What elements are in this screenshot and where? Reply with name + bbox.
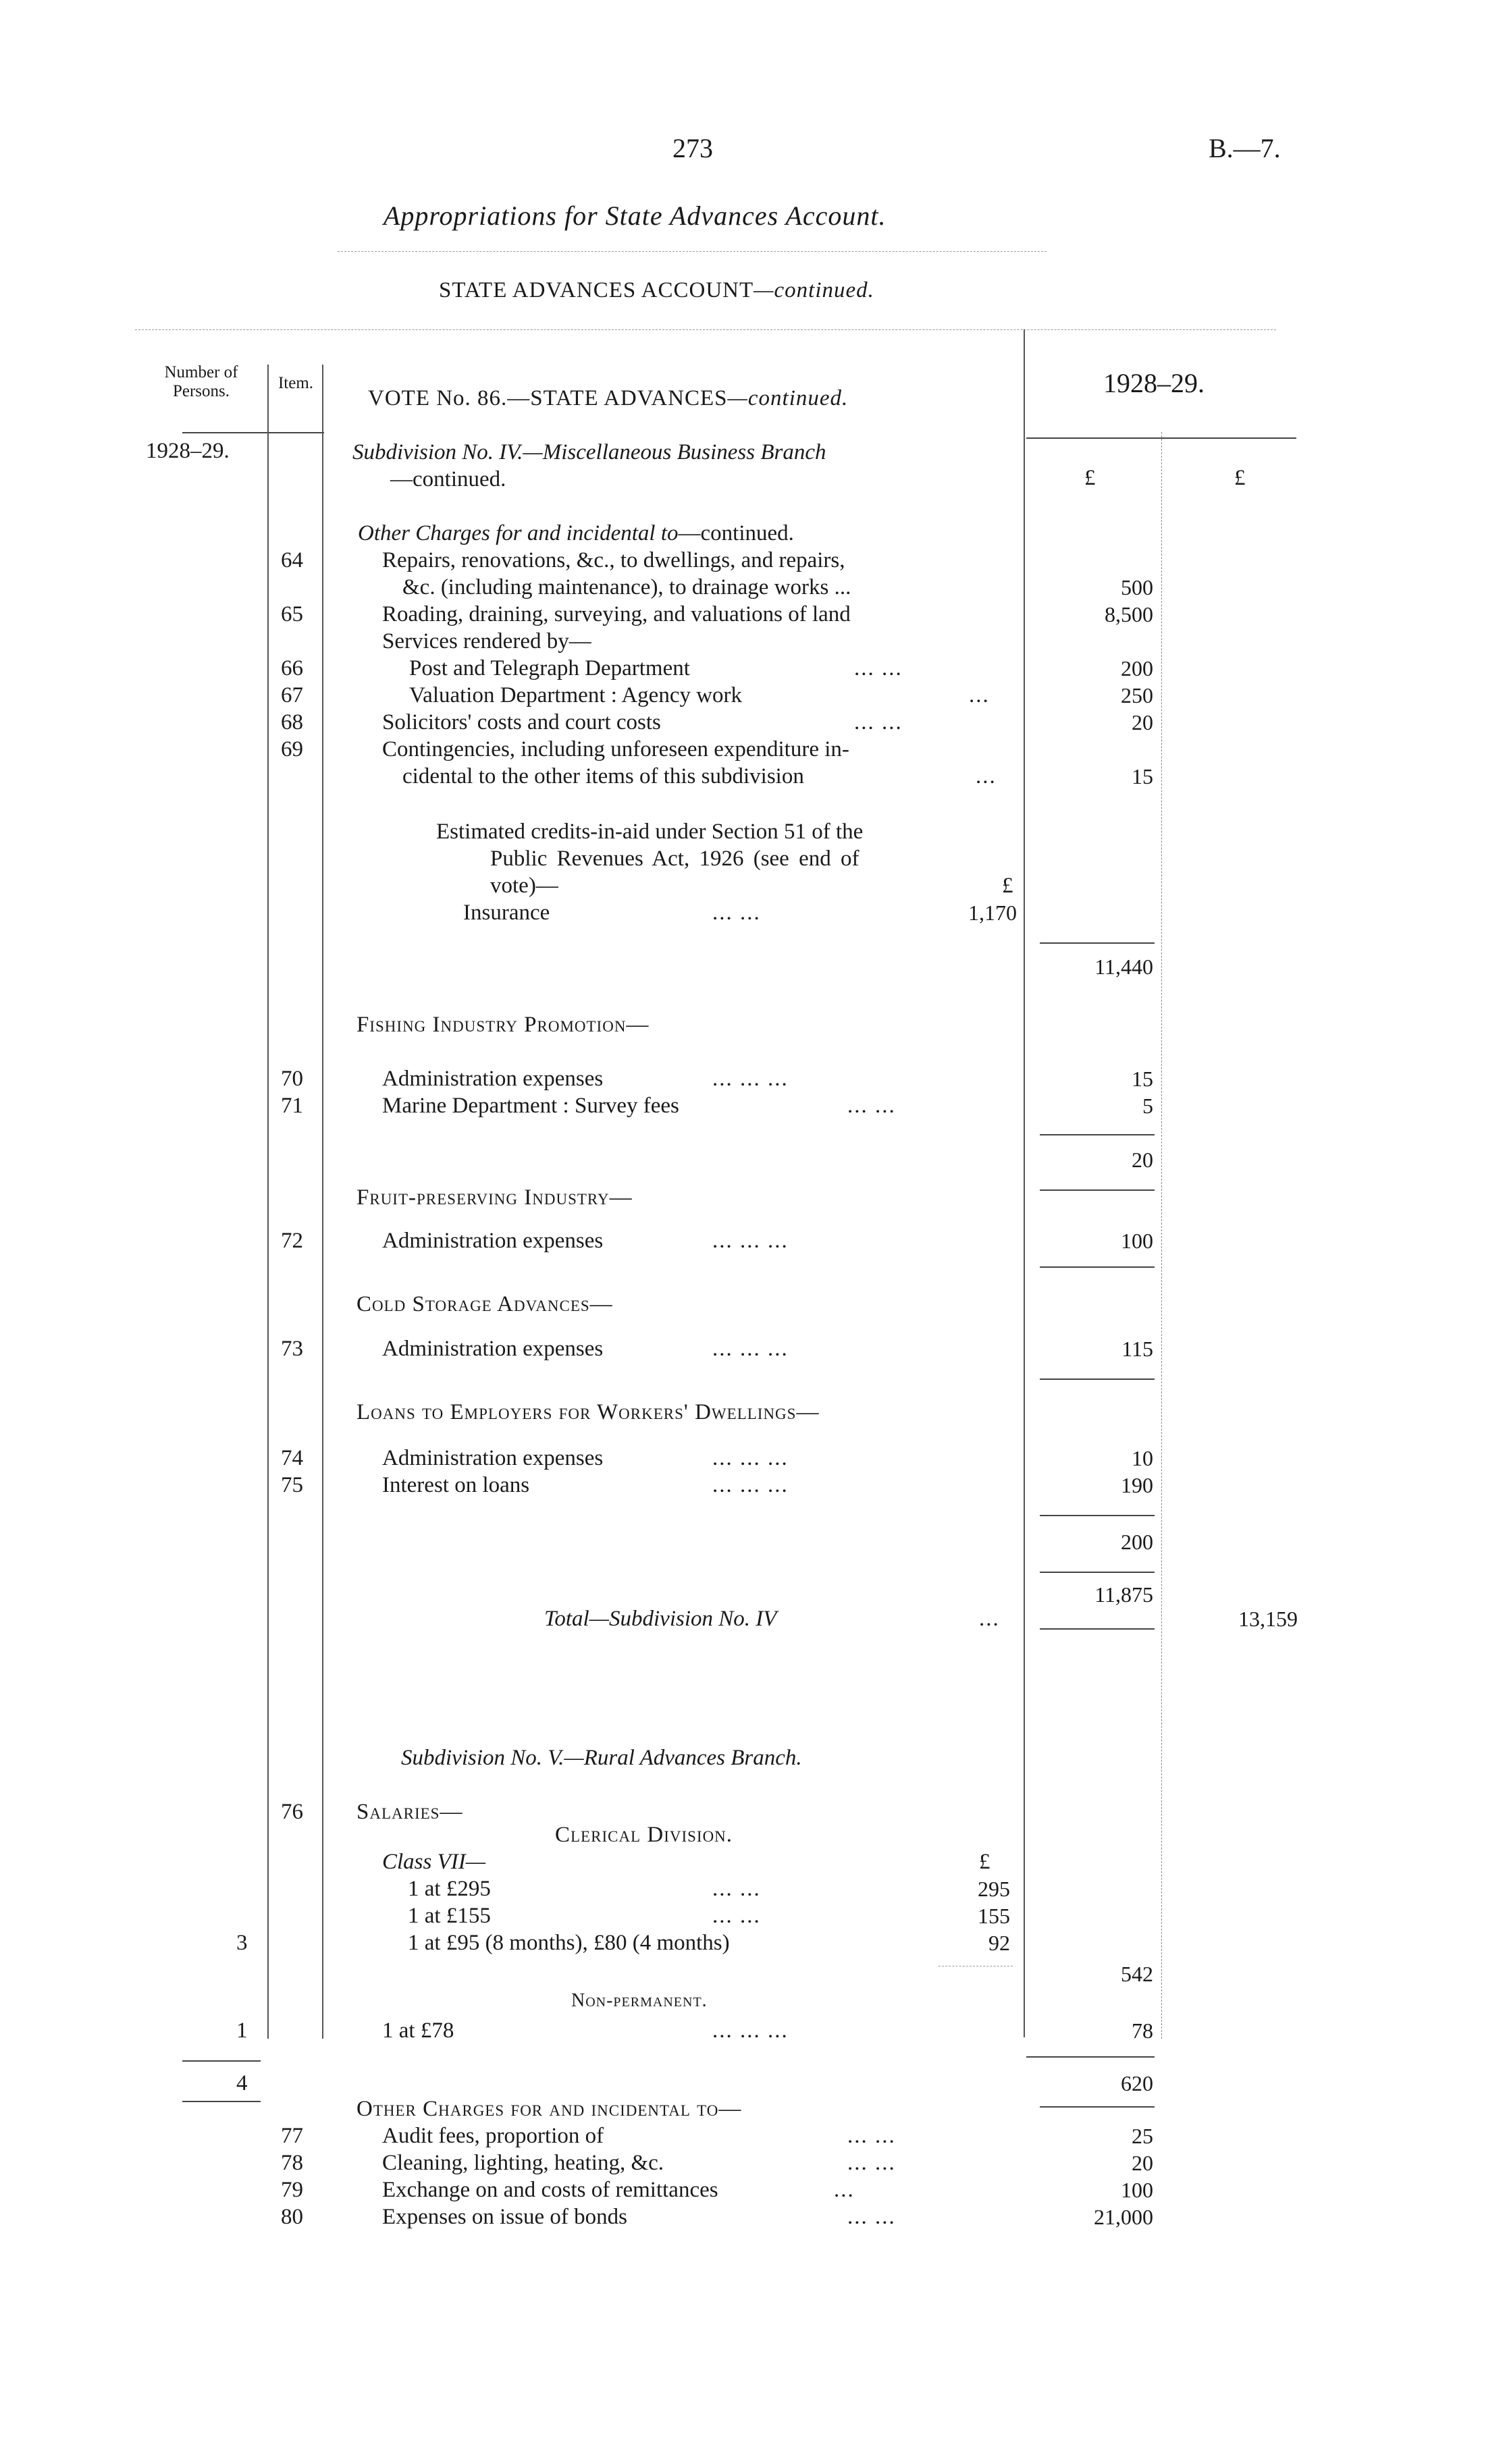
persons-count: 3 <box>236 1931 248 1955</box>
leader-dots: ... ... <box>847 2205 896 2229</box>
row-amount: 21,000 <box>1094 2205 1153 2229</box>
leader-dots: ... ... ... <box>712 1473 789 1497</box>
section-title-text: STATE ADVANCES ACCOUNT <box>439 278 754 302</box>
leader-dots: ... ... ... <box>712 1229 789 1253</box>
salary-row-amount: 78 <box>1132 2018 1153 2043</box>
row-amount: 100 <box>1121 2178 1153 2202</box>
item-number: 75 <box>281 1473 303 1497</box>
item-number: 70 <box>281 1067 303 1091</box>
item-number: 65 <box>281 602 303 626</box>
fruit-heading: Fruit-preserving Industry— <box>356 1185 633 1210</box>
fishing-heading: Fishing Industry Promotion— <box>356 1013 650 1037</box>
credits-text: vote)— <box>490 874 558 898</box>
subtotal-amount: 200 <box>1121 1530 1153 1554</box>
salaries-total: 620 <box>1121 2071 1153 2095</box>
leader-dots: ... ... ... <box>712 1067 789 1091</box>
item-number: 73 <box>281 1337 303 1361</box>
other-charges-heading <box>358 521 794 546</box>
leader-dots: ... ... <box>847 1094 896 1118</box>
item-number: 71 <box>281 1094 303 1118</box>
col-header-persons: Number of Persons. <box>164 363 238 400</box>
subtotal-amount: 20 <box>1132 1148 1153 1172</box>
row-text: Administration expenses <box>382 1229 604 1253</box>
grand-total: 13,159 <box>1238 1607 1298 1631</box>
col-rule-amount-right <box>1161 432 1162 2039</box>
row-text: Valuation Department : Agency work <box>409 683 743 707</box>
leader-dots: ... ... <box>712 1904 761 1928</box>
vote-heading-text: VOTE No. 86.—STATE ADVANCES <box>368 386 728 410</box>
item-number: 66 <box>281 656 303 680</box>
title-rule <box>338 251 1047 252</box>
row-text: Audit fees, proportion of <box>382 2124 604 2148</box>
leader-dots: ... ... <box>847 2151 896 2175</box>
row-text: Administration expenses <box>382 1446 604 1470</box>
credits-pound: £ <box>1002 874 1013 898</box>
row-amount: 10 <box>1132 1446 1153 1470</box>
row-text: Solicitors' costs and court costs <box>382 710 661 734</box>
item-number: 78 <box>281 2151 303 2175</box>
leader-dots: ... <box>969 683 990 707</box>
row-text: Services rendered by— <box>382 629 591 653</box>
salary-row-text: 1 at £78 <box>382 2018 454 2043</box>
item-number: 74 <box>281 1446 303 1470</box>
vote-heading-suffix: —continued. <box>727 386 849 410</box>
subtotal-rule <box>1040 1266 1155 1268</box>
persons-count: 1 <box>236 2018 248 2043</box>
total-rule <box>1040 1628 1155 1630</box>
col-header-item: Item. <box>277 374 314 392</box>
salaries-rule <box>1040 2106 1155 2108</box>
subtotal-rule <box>1040 1515 1155 1516</box>
row-amount: 15 <box>1132 764 1153 788</box>
salary-row-text: 1 at £295 <box>408 1877 491 1901</box>
subtotal-amount: 11,440 <box>1094 955 1153 979</box>
col-rule-item-right <box>322 365 323 2039</box>
sub4-total-label: Total—Subdivision No. IV <box>544 1607 777 1631</box>
row-text: Administration expenses <box>382 1067 604 1091</box>
clerical-heading: Clerical Division. <box>555 1823 733 1847</box>
persons-year: 1928–29. <box>146 439 230 463</box>
row-text: Contingencies, including unforeseen expenditure in- <box>382 737 849 761</box>
row-amount: 20 <box>1132 2151 1153 2175</box>
row-amount: 5 <box>1142 1094 1153 1118</box>
leader-dots: ... ... ... <box>712 1337 789 1361</box>
row-text: Repairs, renovations, &c., to dwellings, and repairs, <box>382 548 845 572</box>
subtotal-rule <box>1040 1572 1155 1573</box>
persons-rule <box>182 2060 261 2062</box>
page-title: Appropriations for State Advances Account. <box>384 200 887 231</box>
leader-dots: ... ... ... <box>712 1446 789 1470</box>
leader-dots: ... ... <box>847 2124 896 2148</box>
leader-dots: ... ... <box>712 1877 761 1901</box>
row-text: Post and Telegraph Department <box>409 656 690 680</box>
salary-row-text: 1 at £95 (8 months), £80 (4 months) <box>408 1931 730 1955</box>
row-amount: 8,500 <box>1105 602 1153 626</box>
subtotal-rule <box>1040 1189 1155 1191</box>
row-text: Interest on loans <box>382 1473 530 1497</box>
leader-dots: ... ... ... <box>712 2018 789 2043</box>
row-text: &c. (including maintenance), to drainage works ... <box>402 575 851 599</box>
row-text: Administration expenses <box>382 1337 604 1361</box>
other-charges-text: Other Charges for and incidental to <box>358 521 679 545</box>
clerical-total: 542 <box>1121 1962 1153 1986</box>
subtotal-rule <box>1040 1378 1155 1380</box>
pound-sign-left: £ <box>1084 466 1096 490</box>
leader-dots: ... ... <box>712 901 761 925</box>
sub5-heading: Subdivision No. V.—Rural Advances Branch. <box>401 1746 802 1770</box>
pound-sign-right: £ <box>1234 466 1246 490</box>
credits-text: Estimated credits-in-aid under Section 51 of the <box>436 820 864 844</box>
subtotal-rule <box>1040 942 1155 944</box>
persons-rule <box>182 2101 261 2102</box>
row-amount: 500 <box>1121 575 1153 599</box>
leader-dots: ... <box>979 1607 1000 1631</box>
table-top-rule <box>135 329 1276 330</box>
credits-text: Public Revenues Act, 1926 (see end of <box>490 847 860 871</box>
row-amount: 100 <box>1121 1229 1153 1253</box>
sub4-heading: Subdivision No. IV.—Miscellaneous Business Branch <box>352 440 826 464</box>
persons-total: 4 <box>236 2071 248 2095</box>
salary-pound: £ <box>979 1850 990 1874</box>
item-number: 80 <box>281 2205 303 2229</box>
salary-row-amount: 92 <box>988 1931 1010 1955</box>
row-amount: 190 <box>1121 1473 1153 1497</box>
item-number: 64 <box>281 548 303 572</box>
item-number: 79 <box>281 2178 303 2202</box>
row-amount: 20 <box>1132 710 1153 734</box>
row-amount: 15 <box>1132 1067 1153 1091</box>
salary-row-amount: 295 <box>978 1877 1010 1901</box>
row-text: cidental to the other items of this subdivision <box>402 764 804 788</box>
leader-dots: ... ... <box>854 710 903 734</box>
salary-row-amount: 155 <box>978 1904 1010 1928</box>
row-amount: 25 <box>1132 2124 1153 2148</box>
row-amount: 250 <box>1121 683 1153 707</box>
leader-dots: ... <box>976 764 997 788</box>
salaries-heading: Salaries— <box>356 1800 463 1824</box>
class-heading: Class VII— <box>382 1850 486 1874</box>
row-amount: 200 <box>1121 656 1153 680</box>
section-title-suffix: —continued. <box>754 278 874 302</box>
loans-heading: Loans to Employers for Workers' Dwellings— <box>356 1400 820 1424</box>
col-rule-amount-left <box>1024 329 1025 2037</box>
page-number: 273 <box>672 133 713 163</box>
cold-heading: Cold Storage Advances— <box>356 1292 613 1316</box>
other-charges-suffix: —continued. <box>678 521 794 545</box>
document-ref: B.—7. <box>1209 133 1281 163</box>
sub4-total-amount: 11,875 <box>1094 1582 1153 1607</box>
non-permanent-heading: Non-permanent. <box>571 1990 708 2011</box>
header-rule-persons <box>182 432 324 433</box>
sub5-other-heading: Other Charges for and incidental to— <box>356 2097 742 2121</box>
salaries-rule <box>1026 2056 1155 2058</box>
row-text: Marine Department : Survey fees <box>382 1094 679 1118</box>
credits-label: Insurance <box>463 901 550 925</box>
year-heading: 1928–29. <box>1103 368 1205 398</box>
item-number: 67 <box>281 683 303 707</box>
leader-dots: ... <box>834 2178 855 2202</box>
section-title <box>439 278 874 303</box>
item-number: 76 <box>281 1800 303 1824</box>
col-rule-item-left <box>267 365 269 2039</box>
item-number: 72 <box>281 1229 303 1253</box>
sub4-heading-cont: —continued. <box>390 467 506 491</box>
item-number: 68 <box>281 710 303 734</box>
row-text: Exchange on and costs of remittances <box>382 2178 718 2202</box>
row-text: Cleaning, lighting, heating, &c. <box>382 2151 664 2175</box>
leader-dots: ... ... <box>854 656 903 680</box>
vote-heading <box>368 386 848 411</box>
item-number: 69 <box>281 737 303 761</box>
item-number: 77 <box>281 2124 303 2148</box>
row-text: Expenses on issue of bonds <box>382 2205 627 2229</box>
salary-row-text: 1 at £155 <box>408 1904 491 1928</box>
row-text: Roading, draining, surveying, and valuations of land <box>382 602 851 626</box>
row-amount: 115 <box>1121 1337 1153 1361</box>
credits-amount: 1,170 <box>968 901 1017 925</box>
subtotal-rule <box>1040 1134 1155 1135</box>
